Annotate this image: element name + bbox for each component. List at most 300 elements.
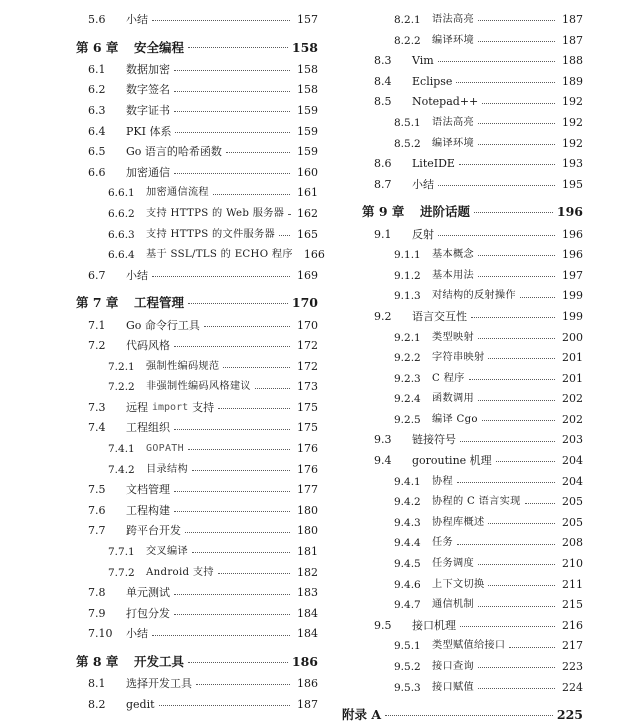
toc-dot-leader xyxy=(279,234,290,236)
toc-page-number: 157 xyxy=(297,13,318,26)
toc-title: 支持 HTTPS 的 Web 服务器 xyxy=(146,207,285,219)
toc-title: 工程组织 xyxy=(126,421,170,435)
toc-number: 9.2.2 xyxy=(394,352,421,365)
toc-dot-leader xyxy=(226,151,290,153)
toc-dot-leader xyxy=(438,184,555,186)
toc-section-entry[interactable] xyxy=(342,616,583,637)
toc-title: 对结构的反射操作 xyxy=(432,290,516,302)
toc-number: 7.6 xyxy=(88,503,106,517)
toc-subsection-entry[interactable] xyxy=(56,542,318,563)
toc-subsection-entry[interactable] xyxy=(342,369,583,390)
toc-number: 7.2.1 xyxy=(108,360,135,373)
toc-dot-leader xyxy=(223,366,290,368)
toc-dot-leader xyxy=(192,469,290,471)
toc-page-number: 177 xyxy=(297,483,318,497)
toc-page-number: 165 xyxy=(297,227,318,241)
toc-subsection-entry[interactable] xyxy=(342,410,583,431)
toc-number: 7.4.2 xyxy=(108,463,135,476)
toc-title: 小结 xyxy=(412,177,434,191)
toc-page-number: 211 xyxy=(562,577,583,591)
toc-title: Android 支持 xyxy=(146,566,214,578)
toc-title: 基本用法 xyxy=(432,269,474,281)
toc-number: 第 9 章 xyxy=(362,204,405,220)
toc-dot-leader xyxy=(188,448,290,450)
toc-page-number: 187 xyxy=(562,13,583,26)
toc-page-number: 187 xyxy=(562,33,583,47)
toc-page-number: 192 xyxy=(562,136,583,150)
toc-section-entry[interactable] xyxy=(56,480,318,501)
toc-number: 6.6.2 xyxy=(108,207,135,220)
toc-number: 9.1 xyxy=(374,227,392,241)
toc-title: 选择开发工具 xyxy=(126,677,192,691)
toc-subsection-entry[interactable] xyxy=(342,328,583,349)
toc-page-number: 159 xyxy=(297,103,318,117)
toc-page-number: 166 xyxy=(303,248,325,262)
toc-number: 8.5.2 xyxy=(394,137,421,150)
toc-dot-leader xyxy=(482,102,555,104)
toc-title: 任务 xyxy=(432,537,453,549)
toc-title: 类型映射 xyxy=(432,331,474,343)
toc-title: 工程构建 xyxy=(126,503,170,517)
toc-dot-leader xyxy=(478,19,555,21)
toc-page-number: 182 xyxy=(297,565,318,579)
toc-page-number: 205 xyxy=(562,495,583,509)
toc-chapter-entry[interactable] xyxy=(342,199,583,224)
toc-dot-leader xyxy=(457,543,555,545)
toc-number: 9.1.3 xyxy=(394,290,421,303)
toc-number: 9.4.2 xyxy=(394,496,421,509)
toc-number: 7.7 xyxy=(88,524,106,538)
toc-number: 6.2 xyxy=(88,83,106,97)
toc-number: 9.4.3 xyxy=(394,516,421,529)
toc-title: 协程的 C 语言实现 xyxy=(432,496,521,508)
toc-chapter-entry[interactable] xyxy=(56,290,318,315)
toc-title: 通信机制 xyxy=(432,599,474,611)
toc-page-number: 196 xyxy=(562,227,583,241)
toc-section-entry[interactable] xyxy=(56,101,318,122)
toc-subsection-entry[interactable] xyxy=(342,513,583,534)
toc-page-number: 189 xyxy=(562,74,583,88)
toc-subsection-entry[interactable] xyxy=(56,460,318,481)
toc-dot-leader xyxy=(482,419,555,421)
toc-dot-leader xyxy=(525,502,555,504)
toc-title: Eclipse xyxy=(412,74,453,88)
toc-page-number: 223 xyxy=(562,660,583,673)
toc-page-number: 159 xyxy=(297,145,318,159)
toc-page-number: 158 xyxy=(297,62,318,76)
toc-number: 9.4.4 xyxy=(394,537,421,550)
toc-page-number: 195 xyxy=(562,177,583,191)
toc-page-number: 210 xyxy=(562,557,583,571)
toc-page-number: 172 xyxy=(297,339,318,353)
toc-subsection-entry[interactable] xyxy=(342,389,583,410)
toc-dot-leader xyxy=(385,714,553,716)
toc-number: 7.9 xyxy=(88,606,106,620)
toc-number: 5.6 xyxy=(88,13,106,26)
toc-number: 附录 A xyxy=(342,707,382,723)
toc-dot-leader xyxy=(478,275,555,277)
toc-subsection-entry[interactable] xyxy=(56,563,318,584)
toc-dot-leader xyxy=(175,131,290,133)
toc-section-entry[interactable] xyxy=(56,60,318,81)
toc-dot-leader xyxy=(174,90,290,92)
toc-section-entry[interactable] xyxy=(56,316,318,337)
toc-title: C 程序 xyxy=(432,372,465,384)
toc-number: 8.5.1 xyxy=(394,116,421,129)
toc-number: 9.1.2 xyxy=(394,269,421,282)
toc-number: 8.2.1 xyxy=(394,14,421,26)
toc-title: 接口机理 xyxy=(412,618,456,632)
toc-title: 链接符号 xyxy=(412,433,456,447)
toc-subsection-entry[interactable] xyxy=(56,225,318,246)
toc-title: 接口查询 xyxy=(432,661,474,672)
toc-title-code: GOPATH xyxy=(146,443,184,455)
toc-page-number: 202 xyxy=(562,392,583,406)
toc-number: 6.6.3 xyxy=(108,228,135,241)
toc-page-number: 169 xyxy=(297,268,318,282)
toc-dot-leader xyxy=(213,193,290,195)
toc-number: 9.1.1 xyxy=(394,249,421,262)
toc-title: 基本概念 xyxy=(432,249,474,261)
toc-title-code: import xyxy=(152,401,189,413)
toc-section-entry[interactable] xyxy=(342,225,583,246)
toc-number: 9.4.6 xyxy=(394,578,421,591)
toc-page-number: 188 xyxy=(562,54,583,68)
toc-appendix-entry[interactable] xyxy=(342,702,583,727)
toc-page-number: 175 xyxy=(297,421,318,435)
toc-title: 字符串映射 xyxy=(432,352,485,364)
toc-chapter-entry[interactable] xyxy=(56,35,318,60)
toc-number: 8.6 xyxy=(374,157,392,171)
toc-subsection-entry[interactable] xyxy=(342,10,583,31)
toc-subsection-entry[interactable] xyxy=(342,266,583,287)
toc-number: 7.2 xyxy=(88,339,106,353)
toc-page-number: 216 xyxy=(562,618,583,632)
toc-dot-leader xyxy=(478,563,555,565)
toc-subsection-entry[interactable] xyxy=(342,348,583,369)
toc-title: 小结 xyxy=(126,268,148,282)
toc-dot-leader xyxy=(152,634,290,636)
toc-number: 7.4.1 xyxy=(108,443,135,456)
toc-subsection-entry[interactable] xyxy=(56,377,318,398)
toc-title: Go 命令行工具 xyxy=(126,318,200,332)
toc-number: 6.7 xyxy=(88,268,106,282)
toc-title: 目录结构 xyxy=(146,463,188,475)
toc-title: 接口赋值 xyxy=(432,681,474,693)
toc-section-entry[interactable] xyxy=(56,10,318,31)
toc-number: 6.3 xyxy=(88,103,106,117)
toc-dot-leader xyxy=(192,551,290,553)
toc-dot-leader xyxy=(174,110,290,112)
toc-section-entry[interactable] xyxy=(56,80,318,101)
toc-subsection-entry[interactable] xyxy=(342,286,583,307)
toc-title: 编译 Cgo xyxy=(432,413,478,425)
toc-section-entry[interactable] xyxy=(56,604,318,625)
toc-section-entry[interactable] xyxy=(56,266,318,287)
toc-page-number: 175 xyxy=(297,400,318,414)
toc-subsection-entry[interactable] xyxy=(342,533,583,554)
toc-number: 6.4 xyxy=(88,124,106,138)
toc-page-number: 176 xyxy=(297,462,318,476)
toc-number: 7.10 xyxy=(88,627,113,641)
toc-page-number: 172 xyxy=(297,359,318,373)
toc-title: 编译环境 xyxy=(432,137,474,149)
toc-dot-leader xyxy=(488,522,555,524)
toc-number: 7.5 xyxy=(88,483,106,497)
toc-dot-leader xyxy=(478,687,555,689)
toc-title: 单元测试 xyxy=(126,586,170,600)
toc-number: 第 6 章 xyxy=(76,39,119,55)
toc-section-entry[interactable] xyxy=(342,451,583,472)
toc-number: 9.2.5 xyxy=(394,413,421,426)
toc-section-entry[interactable] xyxy=(342,175,583,196)
toc-dot-leader xyxy=(460,625,555,627)
toc-dot-leader xyxy=(188,661,288,663)
toc-dot-leader xyxy=(469,378,555,380)
toc-number: 8.2.2 xyxy=(394,34,421,47)
toc-page-number: 170 xyxy=(291,295,318,311)
toc-dot-leader xyxy=(174,510,290,512)
toc-title: 跨平台开发 xyxy=(126,524,181,538)
toc-page-number: 193 xyxy=(562,157,583,171)
toc-dot-leader xyxy=(188,302,288,304)
toc-title: 打包分发 xyxy=(126,606,170,620)
toc-section-entry[interactable] xyxy=(56,521,318,542)
toc-title: 小结 xyxy=(126,13,148,26)
toc-dot-leader xyxy=(174,593,290,595)
toc-title: LiteIDE xyxy=(412,157,455,171)
toc-chapter-entry[interactable] xyxy=(56,649,318,674)
toc-number: 8.5 xyxy=(374,95,392,109)
toc-dot-leader xyxy=(152,275,290,277)
toc-page-number: 186 xyxy=(291,654,318,669)
toc-page-number: 187 xyxy=(297,697,318,711)
toc-subsection-entry[interactable] xyxy=(342,134,583,155)
toc-subsection-entry[interactable] xyxy=(56,183,318,204)
toc-subsection-entry[interactable] xyxy=(342,554,583,575)
toc-number: 7.4 xyxy=(88,421,106,435)
toc-number: 9.2.1 xyxy=(394,331,421,344)
toc-page-number: 158 xyxy=(291,39,318,55)
toc-dot-leader xyxy=(478,254,555,256)
toc-number: 9.3 xyxy=(374,433,392,447)
toc-dot-leader xyxy=(288,213,290,215)
toc-number: 6.6.4 xyxy=(108,249,135,262)
toc-number: 8.1 xyxy=(88,677,106,691)
toc-page-number: 176 xyxy=(297,442,318,456)
toc-subsection-entry[interactable] xyxy=(342,657,583,678)
toc-section-entry[interactable] xyxy=(56,624,318,645)
toc-dot-leader xyxy=(185,531,290,533)
toc-title: 加密通信流程 xyxy=(146,187,209,199)
toc-dot-leader xyxy=(456,81,555,83)
toc-dot-leader xyxy=(174,428,290,430)
toc-title: 加密通信 xyxy=(126,165,170,179)
toc-page-number: 192 xyxy=(562,115,583,129)
toc-title: 语法高亮 xyxy=(432,14,474,25)
toc-title: 远程 xyxy=(126,400,148,414)
toc-number: 7.8 xyxy=(88,586,106,600)
toc-section-entry[interactable] xyxy=(56,163,318,184)
toc-title: 交叉编译 xyxy=(146,546,188,558)
toc-title: goroutine 机理 xyxy=(412,454,492,468)
toc-number: 9.5 xyxy=(374,618,392,632)
toc-number: 9.2.3 xyxy=(394,372,421,385)
toc-title: 进阶话题 xyxy=(420,204,471,220)
toc-dot-leader xyxy=(174,172,290,174)
toc-title: 语法高亮 xyxy=(432,116,474,128)
toc-number: 9.5.1 xyxy=(394,640,421,653)
toc-subsection-entry[interactable] xyxy=(342,245,583,266)
toc-number: 8.2 xyxy=(88,697,106,711)
toc-page-number: 201 xyxy=(562,371,583,385)
toc-section-entry[interactable] xyxy=(56,122,318,143)
toc-subsection-entry[interactable] xyxy=(56,357,318,378)
toc-number: 9.4 xyxy=(374,454,392,468)
toc-page-number: 162 xyxy=(297,206,318,220)
toc-dot-leader xyxy=(488,357,555,359)
toc-page-number: 208 xyxy=(562,536,583,550)
toc-page-number: 225 xyxy=(556,707,583,723)
toc-subsection-entry[interactable] xyxy=(342,472,583,493)
toc-left-column xyxy=(56,10,325,715)
toc-dot-leader xyxy=(174,490,290,492)
toc-page-number: 205 xyxy=(562,515,583,529)
toc-subsection-entry[interactable] xyxy=(342,492,583,513)
toc-section-entry[interactable] xyxy=(342,154,583,175)
toc-dot-leader xyxy=(188,46,288,48)
toc-page-number: 184 xyxy=(297,627,318,641)
toc-dot-leader xyxy=(457,481,555,483)
toc-page-number: 180 xyxy=(297,503,318,517)
toc-dot-leader xyxy=(174,69,290,71)
toc-dot-leader xyxy=(152,19,290,21)
toc-title: 函数调用 xyxy=(432,393,474,405)
toc-number: 6.6 xyxy=(88,165,106,179)
toc-number: 8.4 xyxy=(374,74,392,88)
toc-dot-leader xyxy=(459,163,555,165)
toc-title: Notepad++ xyxy=(412,95,479,109)
toc-page-number: 215 xyxy=(562,598,583,612)
toc-title: 开发工具 xyxy=(134,654,185,669)
toc-section-entry[interactable] xyxy=(56,336,318,357)
toc-dot-leader xyxy=(174,613,290,615)
toc-title: 数字签名 xyxy=(126,83,170,97)
toc-number: 7.7.2 xyxy=(108,566,135,579)
toc-section-entry[interactable] xyxy=(56,501,318,522)
toc-page-number: 170 xyxy=(297,318,318,332)
toc-title: 类型赋值给接口 xyxy=(432,640,506,652)
toc-dot-leader xyxy=(478,122,555,124)
toc-title: 任务调度 xyxy=(432,558,474,570)
toc-dot-leader xyxy=(478,143,555,145)
toc-section-entry[interactable] xyxy=(56,418,318,439)
toc-page-number: 186 xyxy=(297,677,318,691)
toc-subsection-entry[interactable] xyxy=(342,113,583,134)
toc-dot-leader xyxy=(196,683,290,685)
toc-number: 6.1 xyxy=(88,62,106,76)
toc-number: 6.5 xyxy=(88,145,106,159)
toc-dot-leader xyxy=(174,345,290,347)
toc-subsection-entry[interactable] xyxy=(342,678,583,699)
toc-section-entry[interactable] xyxy=(56,695,318,716)
toc-dot-leader xyxy=(218,407,290,409)
toc-dot-leader xyxy=(478,666,555,668)
toc-dot-leader xyxy=(520,296,555,298)
toc-title: Go 语言的哈希函数 xyxy=(126,145,222,159)
toc-subsection-entry[interactable] xyxy=(56,439,318,460)
toc-title: 语言交互性 xyxy=(412,309,467,323)
toc-page-number: 217 xyxy=(562,639,583,653)
toc-page-number: 184 xyxy=(297,606,318,620)
toc-section-entry[interactable] xyxy=(56,674,318,695)
toc-number: 9.5.3 xyxy=(394,681,421,694)
toc-title: 上下文切换 xyxy=(432,578,485,590)
toc-dot-leader xyxy=(471,316,555,318)
toc-number: 第 8 章 xyxy=(76,654,119,669)
toc-dot-leader xyxy=(460,440,555,442)
toc-dot-leader xyxy=(438,60,555,62)
toc-page-number: 192 xyxy=(562,95,583,109)
toc-title: 支持 HTTPS 的文件服务器 xyxy=(146,228,275,240)
toc-number: 7.2.2 xyxy=(108,381,135,394)
toc-section-entry[interactable] xyxy=(342,51,583,72)
toc-page-number: 181 xyxy=(297,545,318,559)
toc-dot-leader xyxy=(218,572,290,574)
toc-dot-leader xyxy=(496,460,555,462)
toc-number: 9.2 xyxy=(374,309,392,323)
toc-title: 基于 SSL/TLS 的 ECHO 程序 xyxy=(146,249,293,261)
toc-page-number: 160 xyxy=(297,165,318,179)
toc-subsection-entry[interactable] xyxy=(56,204,318,225)
toc-page-number: 158 xyxy=(297,83,318,97)
toc-title: 非强制性编码风格建议 xyxy=(146,381,251,393)
toc-subsection-entry[interactable] xyxy=(342,575,583,596)
toc-section-entry[interactable] xyxy=(342,307,583,328)
toc-section-entry[interactable] xyxy=(342,430,583,451)
toc-page-number: 196 xyxy=(562,248,583,262)
toc-section-entry[interactable] xyxy=(56,142,318,163)
toc-subsection-entry[interactable] xyxy=(342,31,583,52)
toc-page-number: 203 xyxy=(562,433,583,447)
toc-page-number: 183 xyxy=(297,586,318,600)
toc-section-entry[interactable] xyxy=(56,583,318,604)
toc-number: 第 7 章 xyxy=(76,295,119,311)
toc-page-number: 202 xyxy=(562,412,583,426)
toc-title: 文档管理 xyxy=(126,483,170,497)
toc-number: 9.4.5 xyxy=(394,558,421,571)
toc-page-number: 199 xyxy=(562,309,583,323)
toc-dot-leader xyxy=(159,704,290,706)
toc-title: 强制性编码规范 xyxy=(146,360,220,372)
toc-title: 协程 xyxy=(432,475,453,487)
toc-title-suffix: 支持 xyxy=(192,400,215,414)
toc-title: PKI 体系 xyxy=(126,124,172,138)
toc-title: 代码风格 xyxy=(126,339,170,353)
toc-section-entry[interactable] xyxy=(342,92,583,113)
toc-subsection-entry[interactable] xyxy=(342,595,583,616)
toc-dot-leader xyxy=(438,234,555,236)
toc-section-entry[interactable] xyxy=(56,398,318,419)
toc-title: gedit xyxy=(126,697,155,711)
toc-subsection-entry[interactable] xyxy=(56,245,325,266)
toc-title: 小结 xyxy=(126,627,148,641)
toc-section-entry[interactable] xyxy=(342,72,583,93)
toc-dot-leader xyxy=(478,605,555,607)
toc-title: 反射 xyxy=(412,227,434,241)
toc-number: 7.1 xyxy=(88,318,106,332)
toc-number: 7.3 xyxy=(88,400,106,414)
